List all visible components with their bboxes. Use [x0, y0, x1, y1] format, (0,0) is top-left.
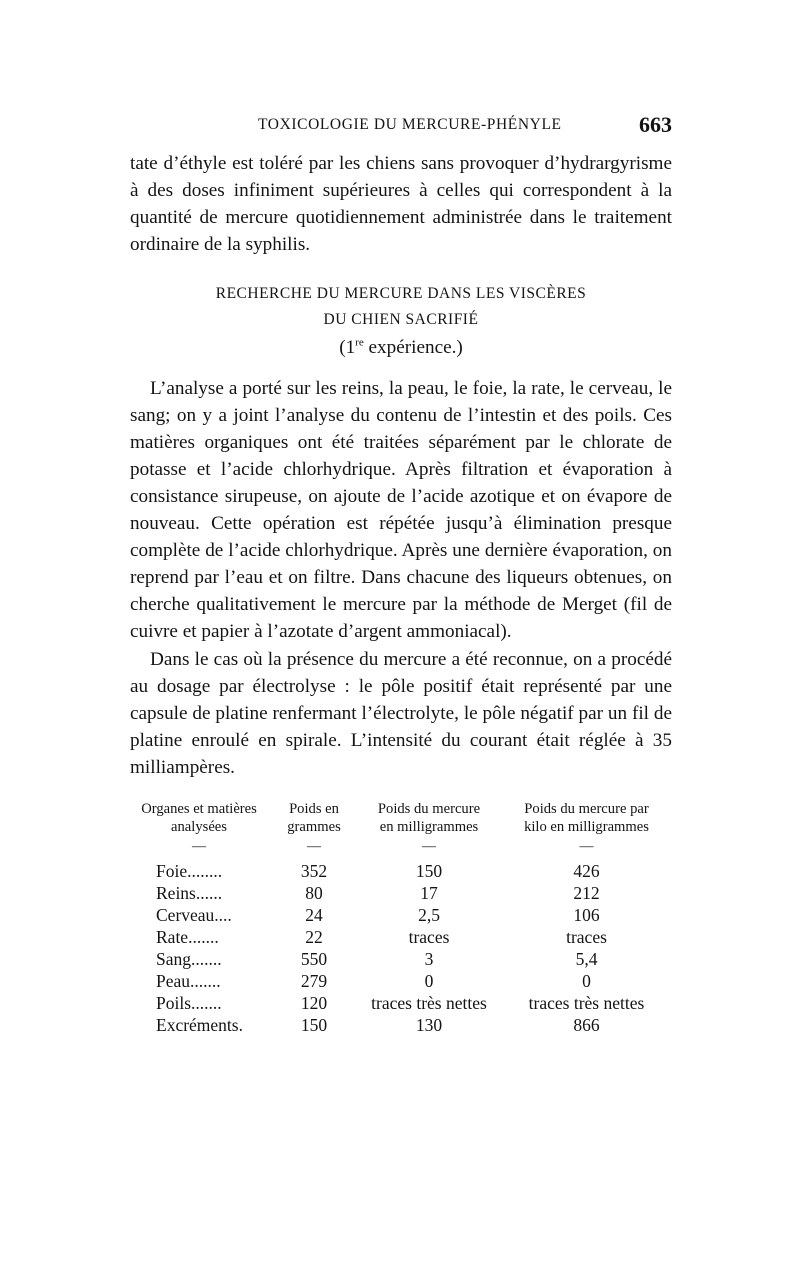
- mercury-cell: 2,5: [418, 905, 440, 925]
- dash: —: [579, 839, 594, 854]
- weight-cell: 24: [305, 905, 323, 925]
- experiment-label: [130, 337, 672, 359]
- organ-cell: Sang.......: [156, 949, 222, 969]
- weight-cell: 22: [305, 927, 323, 947]
- paragraph-continuation: tate d’éthyle est toléré par les chiens sans provoquer d’hydrargyrisme à des doses infiniment supérieures à celles qui correspondent à la quantité de mercure quotidiennement administrée dans le traitement ordinaire de la syphilis.: [130, 153, 672, 255]
- table-row: [124, 860, 669, 882]
- mercury-cell: traces: [408, 927, 450, 947]
- table-row: [124, 970, 669, 992]
- paragraph-analysis: L’analyse a porté sur les reins, la peau, le foie, la rate, le cerveau, le sang; on y a joint l’analyse du contenu de l’intestin et des poils. Ces matières organiques ont été traitées séparément par le chlorate de potasse et l’acide chlorhydrique. Après filtration et évaporation à consistance sirupeuse, on ajoute de l’acide azotique et on évapore de nouveau. Cette opération est répétée jusqu’à élimination presque complète de l’acide chlorhydrique. Après une dernière évaporation, on reprend par l’eau et on filtre. Dans chacune des liqueurs obtenues, on cherche qualitativement le mercure par la méthode de Merget (fil de cuivre et papier à l’azotate d’argent ammoniacal).: [130, 378, 672, 642]
- column-header-organ: Organes et matières analysées: [141, 801, 257, 835]
- organ-cell: Reins......: [156, 883, 223, 903]
- organ-cell: Cerveau....: [156, 905, 232, 925]
- mercury-per-kilo-cell: traces très nettes: [528, 993, 645, 1013]
- mercury-cell: 3: [424, 949, 434, 969]
- section-title-line-2: DU CHIEN SACRIFIÉ: [323, 311, 479, 328]
- table-row: [124, 1014, 669, 1036]
- column-header-mercury: Poids du mercure en milligrammes: [377, 801, 481, 835]
- dash: —: [192, 839, 206, 854]
- weight-cell: 352: [300, 861, 328, 881]
- table-row: [124, 882, 669, 904]
- results-table: [124, 800, 669, 1036]
- page-header: [130, 112, 672, 144]
- mercury-cell: 17: [420, 883, 438, 903]
- running-head: TOXICOLOGIE DU MERCURE-PHÉNYLE: [258, 116, 562, 133]
- table-row: [124, 926, 669, 948]
- mercury-cell: traces très nettes: [371, 993, 487, 1013]
- column-header-weight: Poids en grammes: [287, 801, 341, 835]
- weight-cell: 120: [300, 993, 328, 1013]
- organ-cell: Excréments.: [156, 1015, 243, 1035]
- organ-cell: Poils.......: [156, 993, 222, 1013]
- mercury-per-kilo-cell: 212: [573, 883, 600, 903]
- weight-cell: 150: [300, 1015, 328, 1035]
- organ-cell: Peau.......: [156, 971, 221, 991]
- mercury-per-kilo-cell: 106: [573, 905, 600, 925]
- dash: —: [422, 839, 436, 854]
- section-title-line-1: RECHERCHE DU MERCURE DANS LES VISCÈRES: [215, 285, 587, 302]
- mercury-per-kilo-cell: 866: [573, 1015, 600, 1035]
- table-dash-row: [124, 836, 669, 860]
- mercury-cell: 130: [415, 1015, 443, 1035]
- mercury-per-kilo-cell: traces: [566, 927, 607, 947]
- mercury-per-kilo-cell: 0: [582, 971, 591, 991]
- mercury-cell: 150: [415, 861, 443, 881]
- page-number: 663: [639, 112, 672, 137]
- column-header-mercury-per-kilo: Poids du mercure par kilo en milligrammes: [524, 801, 649, 835]
- mercury-cell: 0: [424, 971, 434, 991]
- organ-cell: Foie........: [156, 861, 223, 881]
- experiment-text: expérience.): [363, 337, 463, 358]
- weight-cell: 550: [300, 949, 328, 969]
- experiment-ordinal: re: [355, 336, 364, 349]
- weight-cell: 279: [300, 971, 328, 991]
- table-header-row: [124, 800, 669, 836]
- table-row: [124, 948, 669, 970]
- mercury-per-kilo-cell: 5,4: [575, 949, 598, 969]
- mercury-per-kilo-cell: 426: [573, 861, 600, 881]
- paragraph-electrolysis: Dans le cas où la présence du mercure a été reconnue, on a procédé au dosage par électrolyse : le pôle positif était représenté par une capsule de platine renfermant l’électrolyte, le pôle négatif par un fil de platine enroulé en spirale. L’intensité du courant était réglée à 35 milliampères.: [130, 649, 672, 778]
- dash: —: [307, 839, 321, 854]
- organ-cell: Rate.......: [156, 927, 219, 947]
- section-title: [130, 281, 672, 333]
- table-row: [124, 992, 669, 1014]
- table-row: [124, 904, 669, 926]
- weight-cell: 80: [305, 883, 323, 903]
- experiment-open: (1: [339, 337, 356, 358]
